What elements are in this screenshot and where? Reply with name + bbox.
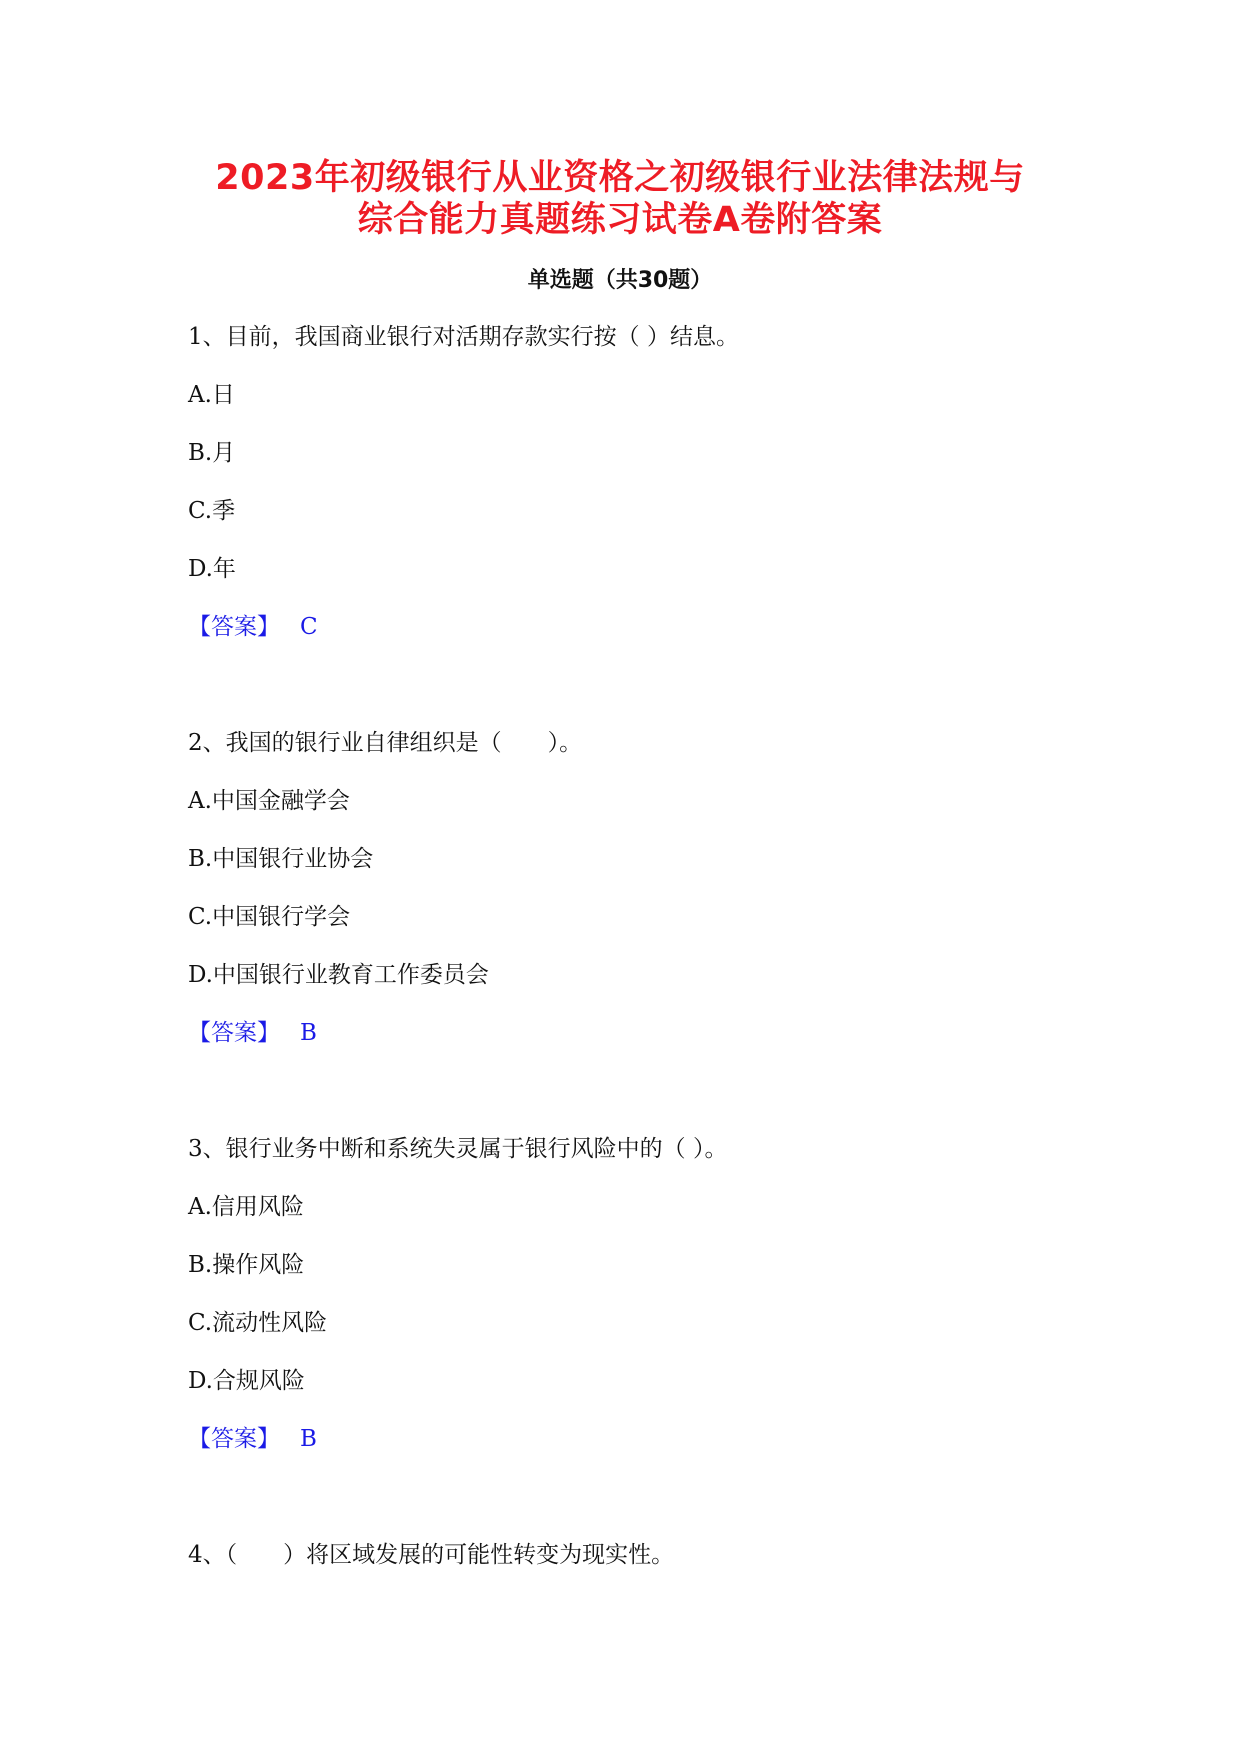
question-3-option-c: C.流动性风险 (188, 1310, 328, 1336)
question-2-option-b: B.中国银行业协会 (188, 846, 374, 872)
question-2-option-a: A.中国金融学会 (188, 788, 350, 814)
question-3-answer (188, 1424, 317, 1454)
question-3-option-d: D.合规风险 (188, 1368, 305, 1394)
document-title-line-1: 2023年初级银行从业资格之初级银行业法律法规与 (215, 158, 1025, 198)
question-1-stem: 1、目前，我国商业银行对活期存款实行按（ ）结息。 (188, 324, 739, 350)
answer-label: 【答案】 (188, 1426, 280, 1452)
question-3-stem: 3、银行业务中断和系统失灵属于银行风险中的（ ）。 (188, 1136, 728, 1162)
question-3-option-b: B.操作风险 (188, 1252, 305, 1278)
question-2-stem: 2、我国的银行业自律组织是（ ）。 (188, 730, 583, 756)
question-1-option-a: A.日 (188, 382, 235, 408)
question-2-answer (188, 1018, 317, 1048)
question-2-option-c: C.中国银行学会 (188, 904, 351, 930)
answer-value: C (300, 614, 318, 640)
answer-label: 【答案】 (188, 1020, 280, 1046)
question-3-option-a: A.信用风险 (188, 1194, 304, 1220)
answer-label: 【答案】 (188, 614, 280, 640)
section-title: 单选题（共30题） (527, 268, 713, 293)
answer-value: B (300, 1426, 317, 1452)
document-title-line-2: 综合能力真题练习试卷A卷附答案 (357, 200, 883, 240)
question-1-answer (188, 612, 318, 642)
question-1-option-c: C.季 (188, 498, 236, 524)
question-1-option-d: D.年 (188, 556, 236, 582)
question-1-option-b: B.月 (188, 440, 236, 466)
question-2-option-d: D.中国银行业教育工作委员会 (188, 962, 489, 988)
question-4-stem: 4、（ ）将区域发展的可能性转变为现实性。 (188, 1542, 675, 1568)
answer-value: B (300, 1020, 317, 1046)
